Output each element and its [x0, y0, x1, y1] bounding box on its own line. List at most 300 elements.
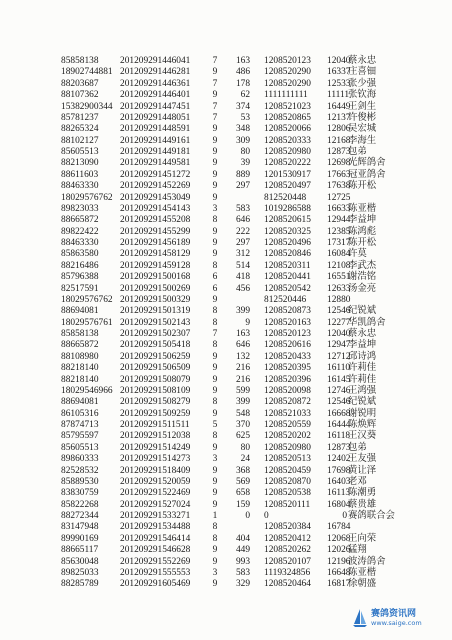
- table-row: [0, 500, 452, 511]
- cell-ring-no: 201209291512038: [120, 431, 191, 442]
- cell-num: 12944: [327, 215, 351, 226]
- cell-name: 李海生: [348, 135, 377, 146]
- cell-ring-no: 201209291449581: [120, 158, 191, 169]
- table-row: [0, 534, 452, 545]
- cell-code: 1208520123: [264, 329, 311, 339]
- cell-num: 0: [342, 511, 347, 521]
- cell-name: 蔡永忠: [348, 329, 377, 339]
- cell-n2: 646: [235, 215, 250, 226]
- cell-ring-no: 201209291447451: [120, 101, 191, 112]
- cell-n1: 7: [212, 101, 218, 112]
- cell-n2: 80: [240, 147, 250, 157]
- cell-code: 1208520873: [264, 306, 311, 317]
- cell-code: 1208520311: [264, 260, 311, 271]
- cell-code: 1201530917: [264, 169, 311, 180]
- cell-ring-no: 201209291446041: [120, 56, 191, 66]
- cell-code: 1208520412: [264, 533, 311, 544]
- cell-n1: 8: [212, 522, 218, 533]
- cell-phone: 85889530: [61, 476, 99, 487]
- cell-num: 12108: [327, 260, 351, 271]
- cell-n2: 312: [235, 249, 250, 260]
- cell-phone: 88665872: [61, 215, 99, 226]
- cell-phone: 88694081: [61, 397, 99, 408]
- cell-num: 12402: [327, 454, 351, 465]
- cell-n1: 9: [212, 90, 218, 101]
- cell-n1: 9: [212, 169, 218, 180]
- cell-n1: 7: [212, 56, 218, 66]
- table-row: [0, 466, 452, 477]
- cell-num: 16113: [327, 488, 351, 499]
- table-row: [0, 363, 452, 374]
- cell-n2: 309: [235, 135, 250, 146]
- cell-phone: 85796388: [61, 272, 99, 283]
- cell-n1: 6: [212, 283, 218, 294]
- cell-phone: 88213090: [61, 158, 99, 169]
- cell-name: 许莉佳: [348, 363, 377, 374]
- table-row: [0, 511, 452, 522]
- table-row: [0, 158, 452, 169]
- cell-name: 邱诗鸿: [348, 351, 377, 362]
- table-row: [0, 113, 452, 124]
- cell-ring-no: 201209291508079: [120, 374, 191, 385]
- cell-name: 光辉鸽舍: [348, 158, 386, 169]
- cell-code: 1208520333: [264, 135, 311, 146]
- cell-code: 1208520290: [264, 78, 311, 89]
- cell-phone: 85858138: [61, 329, 99, 339]
- cell-n2: 24: [240, 454, 250, 465]
- cell-phone: 87874713: [61, 420, 99, 430]
- cell-phone: 89823033: [61, 203, 99, 214]
- cell-phone: 85605513: [61, 442, 99, 453]
- cell-ring-no: 201209291454143: [120, 203, 191, 214]
- records-table: [0, 56, 452, 591]
- cell-phone: 18029546966: [61, 385, 113, 396]
- cell-n2: 222: [235, 226, 250, 237]
- cell-ring-no: 201209291448591: [120, 124, 191, 135]
- cell-num: 12137: [327, 112, 351, 123]
- cell-phone: 88216486: [61, 260, 99, 271]
- cell-n2: 368: [235, 465, 250, 476]
- cell-n2: 132: [235, 351, 250, 362]
- cell-n1: 5: [212, 420, 218, 430]
- table-row: [0, 340, 452, 351]
- cell-code: 1208520872: [264, 397, 311, 408]
- cell-n1: 7: [212, 78, 218, 89]
- cell-ring-no: 201209291500269: [120, 283, 191, 294]
- cell-n2: 399: [235, 397, 250, 408]
- cell-ring-no: 201209291605469: [120, 579, 191, 590]
- cell-code: 1208520123: [264, 56, 311, 66]
- table-row: [0, 193, 452, 204]
- cell-n1: 9: [212, 181, 218, 192]
- cell-num: 16118: [327, 431, 351, 442]
- cell-n2: 297: [235, 181, 250, 192]
- cell-n1: 9: [212, 545, 218, 556]
- cell-name: 张钦海: [348, 90, 377, 101]
- table-row: [0, 124, 452, 135]
- table-row: [0, 249, 452, 260]
- cell-ring-no: 201209291518409: [120, 465, 191, 476]
- cell-n2: 159: [235, 499, 250, 510]
- cell-n1: 9: [212, 238, 218, 248]
- cell-phone: 88265324: [61, 124, 99, 135]
- table-row: [0, 568, 452, 579]
- cell-name: 陈亚楷: [348, 203, 377, 214]
- cell-ring-no: 201209291509259: [120, 408, 191, 419]
- cell-ring-no: 201209291555553: [120, 567, 191, 578]
- cell-num: 16337: [327, 67, 351, 78]
- cell-code: 1208520846: [264, 249, 311, 260]
- cell-n1: 9: [212, 579, 218, 590]
- table-row: [0, 295, 452, 306]
- cell-n2: 163: [235, 56, 250, 66]
- cell-phone: 82517591: [61, 283, 99, 294]
- cell-name: 王剑生: [348, 101, 377, 112]
- cell-code: 1208520202: [264, 431, 311, 442]
- cell-phone: 88107362: [61, 90, 99, 101]
- cell-phone: 88611603: [61, 169, 99, 180]
- watermark: [352, 603, 446, 633]
- cell-ring-no: 201209291449161: [120, 135, 191, 146]
- cell-num: 12712: [327, 351, 351, 362]
- table-row: [0, 56, 452, 67]
- cell-ring-no: 201209291500329: [120, 294, 191, 305]
- cell-n1: 1: [212, 511, 218, 521]
- cell-phone: 89825033: [61, 567, 99, 578]
- cell-num: 16804: [327, 499, 351, 510]
- cell-num: 16633: [327, 203, 351, 214]
- cell-name: 陈开松: [348, 181, 377, 192]
- cell-ring-no: 201209291453049: [120, 192, 191, 203]
- sail-logo-icon: [352, 608, 368, 628]
- cell-phone: 88203687: [61, 78, 99, 89]
- cell-code: 1208520513: [264, 454, 311, 465]
- table-row: [0, 136, 452, 147]
- cell-phone: 88218140: [61, 374, 99, 385]
- cell-code: 1208520538: [264, 488, 311, 499]
- cell-code: 1208520497: [264, 181, 311, 192]
- cell-name: 汤金亮: [348, 283, 377, 294]
- cell-num: 16551: [327, 272, 351, 283]
- table-row: [0, 477, 452, 488]
- cell-num: 17663: [327, 169, 351, 180]
- cell-name: 老邓: [348, 476, 367, 487]
- cell-name: 王汉葵: [348, 431, 377, 442]
- cell-phone: 89822422: [61, 226, 99, 237]
- table-row: [0, 227, 452, 238]
- cell-code: 1208520433: [264, 351, 311, 362]
- cell-phone: 88665117: [61, 545, 99, 556]
- cell-num: 12168: [327, 135, 351, 146]
- cell-phone: 89990169: [61, 533, 99, 544]
- cell-ring-no: 201209291514273: [120, 454, 191, 465]
- cell-ring-no: 201209291451272: [120, 169, 191, 180]
- cell-phone: 85605513: [61, 147, 99, 157]
- cell-code: 1208520163: [264, 317, 311, 328]
- cell-code: 1208520111: [264, 499, 311, 510]
- cell-num: 12196: [327, 556, 351, 567]
- cell-phone: 86105316: [61, 408, 99, 419]
- cell-name: 赛鸽联合会: [348, 511, 395, 521]
- cell-n1: 8: [212, 306, 218, 317]
- cell-code: 1208520262: [264, 545, 311, 556]
- cell-name: 王友强: [348, 454, 377, 465]
- cell-n1: 9: [212, 351, 218, 362]
- cell-ring-no: 201209291506509: [120, 363, 191, 374]
- cell-ring-no: 201209291449181: [120, 147, 191, 157]
- cell-name: 陈开松: [348, 238, 377, 248]
- cell-code: 1208520396: [264, 374, 311, 385]
- cell-n2: 889: [235, 169, 250, 180]
- cell-phone: 88108980: [61, 351, 99, 362]
- cell-num: 12633: [327, 283, 351, 294]
- cell-n2: 9: [245, 317, 250, 328]
- cell-ring-no: 201209291456189: [120, 238, 191, 248]
- cell-num: 16403: [327, 476, 351, 487]
- cell-code: 1208520980: [264, 442, 311, 453]
- cell-n2: 449: [235, 545, 250, 556]
- cell-n2: 80: [240, 442, 250, 453]
- cell-phone: 83147948: [61, 522, 99, 533]
- table-row: [0, 375, 452, 386]
- cell-name: 冠亚鸽舍: [348, 169, 386, 180]
- cell-n2: 456: [235, 283, 250, 294]
- cell-n1: 9: [212, 249, 218, 260]
- cell-ring-no: 201209291520059: [120, 476, 191, 487]
- cell-name: 蔡贵雄: [348, 499, 377, 510]
- cell-n1: 3: [212, 454, 218, 465]
- cell-n1: 9: [212, 385, 218, 396]
- table-row: [0, 352, 452, 363]
- cell-ring-no: 201209291546414: [120, 533, 191, 544]
- cell-code: 1019286588: [264, 203, 311, 214]
- cell-n1: 7: [212, 112, 218, 123]
- cell-phone: 88218140: [61, 363, 99, 374]
- cell-code: 1208520870: [264, 476, 311, 487]
- cell-n1: 8: [212, 533, 218, 544]
- cell-name: 徐朝盛: [348, 579, 377, 590]
- cell-n1: 9: [212, 192, 218, 203]
- cell-name: 王向荣: [348, 533, 377, 544]
- cell-n2: 0: [245, 511, 250, 521]
- cell-n1: 9: [212, 67, 218, 78]
- cell-n2: 348: [235, 124, 250, 135]
- cell-ring-no: 201209291506259: [120, 351, 191, 362]
- cell-code: 1208521023: [264, 101, 311, 112]
- cell-n2: 163: [235, 329, 250, 339]
- table-row: [0, 238, 452, 249]
- cell-name: 王鸿强: [348, 385, 377, 396]
- table-row: [0, 409, 452, 420]
- cell-n1: 3: [212, 567, 218, 578]
- cell-n1: 6: [212, 272, 218, 283]
- table-row: [0, 215, 452, 226]
- cell-code: 1208520616: [264, 340, 311, 351]
- cell-phone: 18902744881: [61, 67, 113, 78]
- table-row: [0, 522, 452, 533]
- cell-code: 1208520290: [264, 67, 311, 78]
- cell-num: 12040: [327, 329, 351, 339]
- cell-num: 16668: [327, 408, 351, 419]
- table-row: [0, 431, 452, 442]
- cell-code: 1208520542: [264, 283, 311, 294]
- cell-name: 许莫: [348, 249, 367, 260]
- table-row: [0, 443, 452, 454]
- cell-n1: 9: [212, 465, 218, 476]
- cell-ring-no: 201209291508109: [120, 385, 191, 396]
- cell-n1: 9: [212, 556, 218, 567]
- cell-num: 12746: [327, 385, 351, 396]
- cell-num: 12546: [327, 306, 351, 317]
- cell-code: 1208521033: [264, 408, 311, 419]
- cell-name: 李益坤: [348, 340, 377, 351]
- cell-name: 猛翔: [348, 545, 367, 556]
- cell-ring-no: 201209291501319: [120, 306, 191, 317]
- cell-ring-no: 201209291534488: [120, 522, 191, 533]
- cell-num: 16110: [327, 363, 351, 374]
- cell-n2: 39: [240, 158, 250, 169]
- cell-n1: 3: [212, 203, 218, 214]
- cell-ring-no: 201209291527024: [120, 499, 191, 510]
- table-row: [0, 181, 452, 192]
- cell-num: 12546: [327, 397, 351, 408]
- cell-n1: 9: [212, 135, 218, 146]
- cell-name: 波涛鸽舍: [348, 556, 386, 567]
- table-row: [0, 147, 452, 158]
- cell-ring-no: 201209291546628: [120, 545, 191, 556]
- cell-name: 陈焕辉: [348, 420, 377, 430]
- cell-name: 黄让泽: [348, 465, 377, 476]
- table-row: [0, 397, 452, 408]
- cell-phone: 88463330: [61, 238, 99, 248]
- cell-code: 1208520464: [264, 579, 311, 590]
- cell-n1: 9: [212, 226, 218, 237]
- cell-ring-no: 201209291552269: [120, 556, 191, 567]
- cell-name: 谢浩铭: [348, 272, 377, 283]
- cell-num: 12068: [327, 533, 351, 544]
- cell-ring-no: 201209291533271: [120, 511, 191, 521]
- cell-phone: 88285789: [61, 579, 99, 590]
- cell-n2: 658: [235, 488, 250, 499]
- cell-num: 12806: [327, 124, 351, 135]
- cell-n2: 216: [235, 374, 250, 385]
- cell-name: 庄喜钿: [348, 67, 377, 78]
- table-row: [0, 272, 452, 283]
- cell-phone: 88272344: [61, 511, 99, 521]
- cell-num: 12026: [327, 545, 351, 556]
- cell-name: 陈鸿彪: [348, 226, 377, 237]
- table-row: [0, 102, 452, 113]
- cell-phone: 82528532: [61, 465, 99, 476]
- cell-code: 1208520459: [264, 465, 311, 476]
- cell-name: 纪锐斌: [348, 397, 377, 408]
- cell-n2: 216: [235, 363, 250, 374]
- cell-phone: 85630048: [61, 556, 99, 567]
- cell-n1: 9: [212, 476, 218, 487]
- cell-num: 12040: [327, 56, 351, 66]
- cell-num: 12725: [327, 192, 351, 203]
- cell-n2: 404: [235, 533, 250, 544]
- cell-code: 1208520441: [264, 272, 311, 283]
- cell-code: 1119324856: [264, 567, 311, 578]
- cell-ring-no: 201209291508279: [120, 397, 191, 408]
- cell-n2: 993: [235, 556, 250, 567]
- cell-n1: 8: [212, 317, 218, 328]
- cell-n2: 374: [235, 101, 250, 112]
- cell-n2: 599: [235, 385, 250, 396]
- cell-num: 16648: [327, 567, 351, 578]
- cell-name: 陈潮勇: [348, 488, 377, 499]
- table-row: [0, 386, 452, 397]
- table-row: [0, 557, 452, 568]
- cell-code: 1208520384: [264, 522, 311, 533]
- cell-n1: 7: [212, 329, 218, 339]
- cell-n1: 9: [212, 363, 218, 374]
- cell-phone: 88665872: [61, 340, 99, 351]
- cell-n2: 514: [235, 260, 250, 271]
- cell-n1: 9: [212, 147, 218, 157]
- cell-phone: 89860333: [61, 454, 99, 465]
- cell-n2: 53: [240, 112, 250, 123]
- table-row: [0, 67, 452, 78]
- cell-ring-no: 201209291446281: [120, 67, 191, 78]
- cell-n2: 583: [235, 567, 250, 578]
- cell-code: 1208520980: [264, 147, 311, 157]
- cell-ring-no: 201209291458129: [120, 249, 191, 260]
- cell-num: 17638: [327, 181, 351, 192]
- cell-num: 16784: [327, 522, 351, 533]
- cell-num: 12947: [327, 340, 351, 351]
- cell-code: 1208520496: [264, 238, 311, 248]
- cell-num: 11111: [327, 90, 350, 101]
- cell-ring-no: 201209291502307: [120, 329, 191, 339]
- table-row: [0, 204, 452, 215]
- cell-ring-no: 201209291446361: [120, 78, 191, 89]
- cell-n1: 9: [212, 442, 218, 453]
- watermark-title: 赛鸽资讯网: [371, 609, 417, 619]
- cell-phone: 85822268: [61, 499, 99, 510]
- cell-ring-no: 201209291511511: [120, 420, 190, 430]
- cell-n1: 9: [212, 294, 218, 305]
- cell-n2: 62: [240, 90, 250, 101]
- cell-ring-no: 201209291500168: [120, 272, 191, 283]
- cell-num: 16084: [327, 249, 351, 260]
- cell-ring-no: 201209291452269: [120, 181, 191, 192]
- cell-code: 812520448: [264, 192, 307, 203]
- cell-phone: 88694081: [61, 306, 99, 317]
- table-row: [0, 545, 452, 556]
- cell-code: 1208520615: [264, 215, 311, 226]
- cell-name: 蔡永忠: [348, 56, 377, 66]
- cell-num: 12873: [327, 147, 351, 157]
- cell-phone: 85781237: [61, 112, 99, 123]
- cell-n1: 9: [212, 158, 218, 169]
- cell-n1: 8: [212, 397, 218, 408]
- cell-name: 张少强: [348, 78, 377, 89]
- cell-phone: 18029576762: [61, 192, 113, 203]
- cell-num: 16145: [327, 374, 351, 385]
- cell-ring-no: 201209291455299: [120, 226, 191, 237]
- cell-code: 0: [264, 511, 269, 521]
- cell-ring-no: 201209291514249: [120, 442, 191, 453]
- cell-num: 17698: [327, 465, 351, 476]
- cell-n2: 486: [235, 67, 250, 78]
- cell-n2: 646: [235, 340, 250, 351]
- cell-ring-no: 201209291505418: [120, 340, 191, 351]
- cell-n2: 625: [235, 431, 250, 442]
- cell-num: 12698: [327, 158, 351, 169]
- cell-num: 16817: [327, 579, 351, 590]
